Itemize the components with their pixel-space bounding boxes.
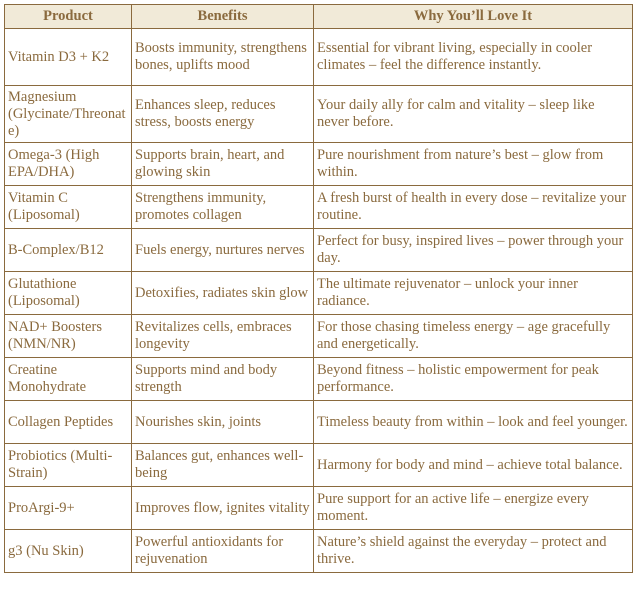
benefits-cell: Detoxifies, radiates skin glow (132, 272, 314, 315)
table-row (5, 401, 633, 444)
header-row (5, 5, 633, 29)
product-cell: Vitamin D3 + K2 (5, 29, 132, 86)
product-cell: Probiotics (Multi-Strain) (5, 444, 132, 487)
product-cell: Vitamin C (Liposomal) (5, 186, 132, 229)
why-cell: Your daily ally for calm and vitality – sleep like never before. (314, 86, 633, 143)
column-header-why: Why You’ll Love It (314, 5, 633, 29)
benefits-cell: Powerful antioxidants for rejuvenation (132, 530, 314, 573)
product-cell: ProArgi-9+ (5, 487, 132, 530)
why-cell: Pure nourishment from nature’s best – glow from within. (314, 143, 633, 186)
benefits-cell: Improves flow, ignites vitality (132, 487, 314, 530)
product-cell: g3 (Nu Skin) (5, 530, 132, 573)
product-cell: Omega-3 (High EPA/DHA) (5, 143, 132, 186)
benefits-cell: Supports brain, heart, and glowing skin (132, 143, 314, 186)
product-cell: Glutathione (Liposomal) (5, 272, 132, 315)
table-row (5, 143, 633, 186)
table-row (5, 358, 633, 401)
benefits-cell: Strengthens immunity, promotes collagen (132, 186, 314, 229)
table-row (5, 272, 633, 315)
benefits-cell: Balances gut, enhances well-being (132, 444, 314, 487)
table-row (5, 86, 633, 143)
why-cell: Harmony for body and mind – achieve total balance. (314, 444, 633, 487)
benefits-cell: Fuels energy, nurtures nerves (132, 229, 314, 272)
table-row (5, 186, 633, 229)
table-row (5, 29, 633, 86)
column-header-product: Product (5, 5, 132, 29)
benefits-cell: Enhances sleep, reduces stress, boosts energy (132, 86, 314, 143)
why-cell: Essential for vibrant living, especially in cooler climates – feel the difference instantly. (314, 29, 633, 86)
table-row (5, 444, 633, 487)
product-cell: Creatine Monohydrate (5, 358, 132, 401)
benefits-cell: Nourishes skin, joints (132, 401, 314, 444)
table-row (5, 487, 633, 530)
why-cell: A fresh burst of health in every dose – revitalize your routine. (314, 186, 633, 229)
supplement-table (4, 4, 633, 573)
product-cell: NAD+ Boosters (NMN/NR) (5, 315, 132, 358)
benefits-cell: Supports mind and body strength (132, 358, 314, 401)
why-cell: Nature’s shield against the everyday – protect and thrive. (314, 530, 633, 573)
benefits-cell: Revitalizes cells, embraces longevity (132, 315, 314, 358)
why-cell: Beyond fitness – holistic empowerment for peak performance. (314, 358, 633, 401)
table-row (5, 530, 633, 573)
why-cell: The ultimate rejuvenator – unlock your inner radiance. (314, 272, 633, 315)
product-cell: Magnesium (Glycinate/Threonate) (5, 86, 132, 143)
benefits-cell: Boosts immunity, strengthens bones, uplifts mood (132, 29, 314, 86)
column-header-benefits: Benefits (132, 5, 314, 29)
why-cell: Pure support for an active life – energize every moment. (314, 487, 633, 530)
product-cell: B-Complex/B12 (5, 229, 132, 272)
table-row (5, 229, 633, 272)
why-cell: For those chasing timeless energy – age gracefully and energetically. (314, 315, 633, 358)
table-row (5, 315, 633, 358)
product-cell: Collagen Peptides (5, 401, 132, 444)
why-cell: Perfect for busy, inspired lives – power through your day. (314, 229, 633, 272)
why-cell: Timeless beauty from within – look and feel younger. (314, 401, 633, 444)
